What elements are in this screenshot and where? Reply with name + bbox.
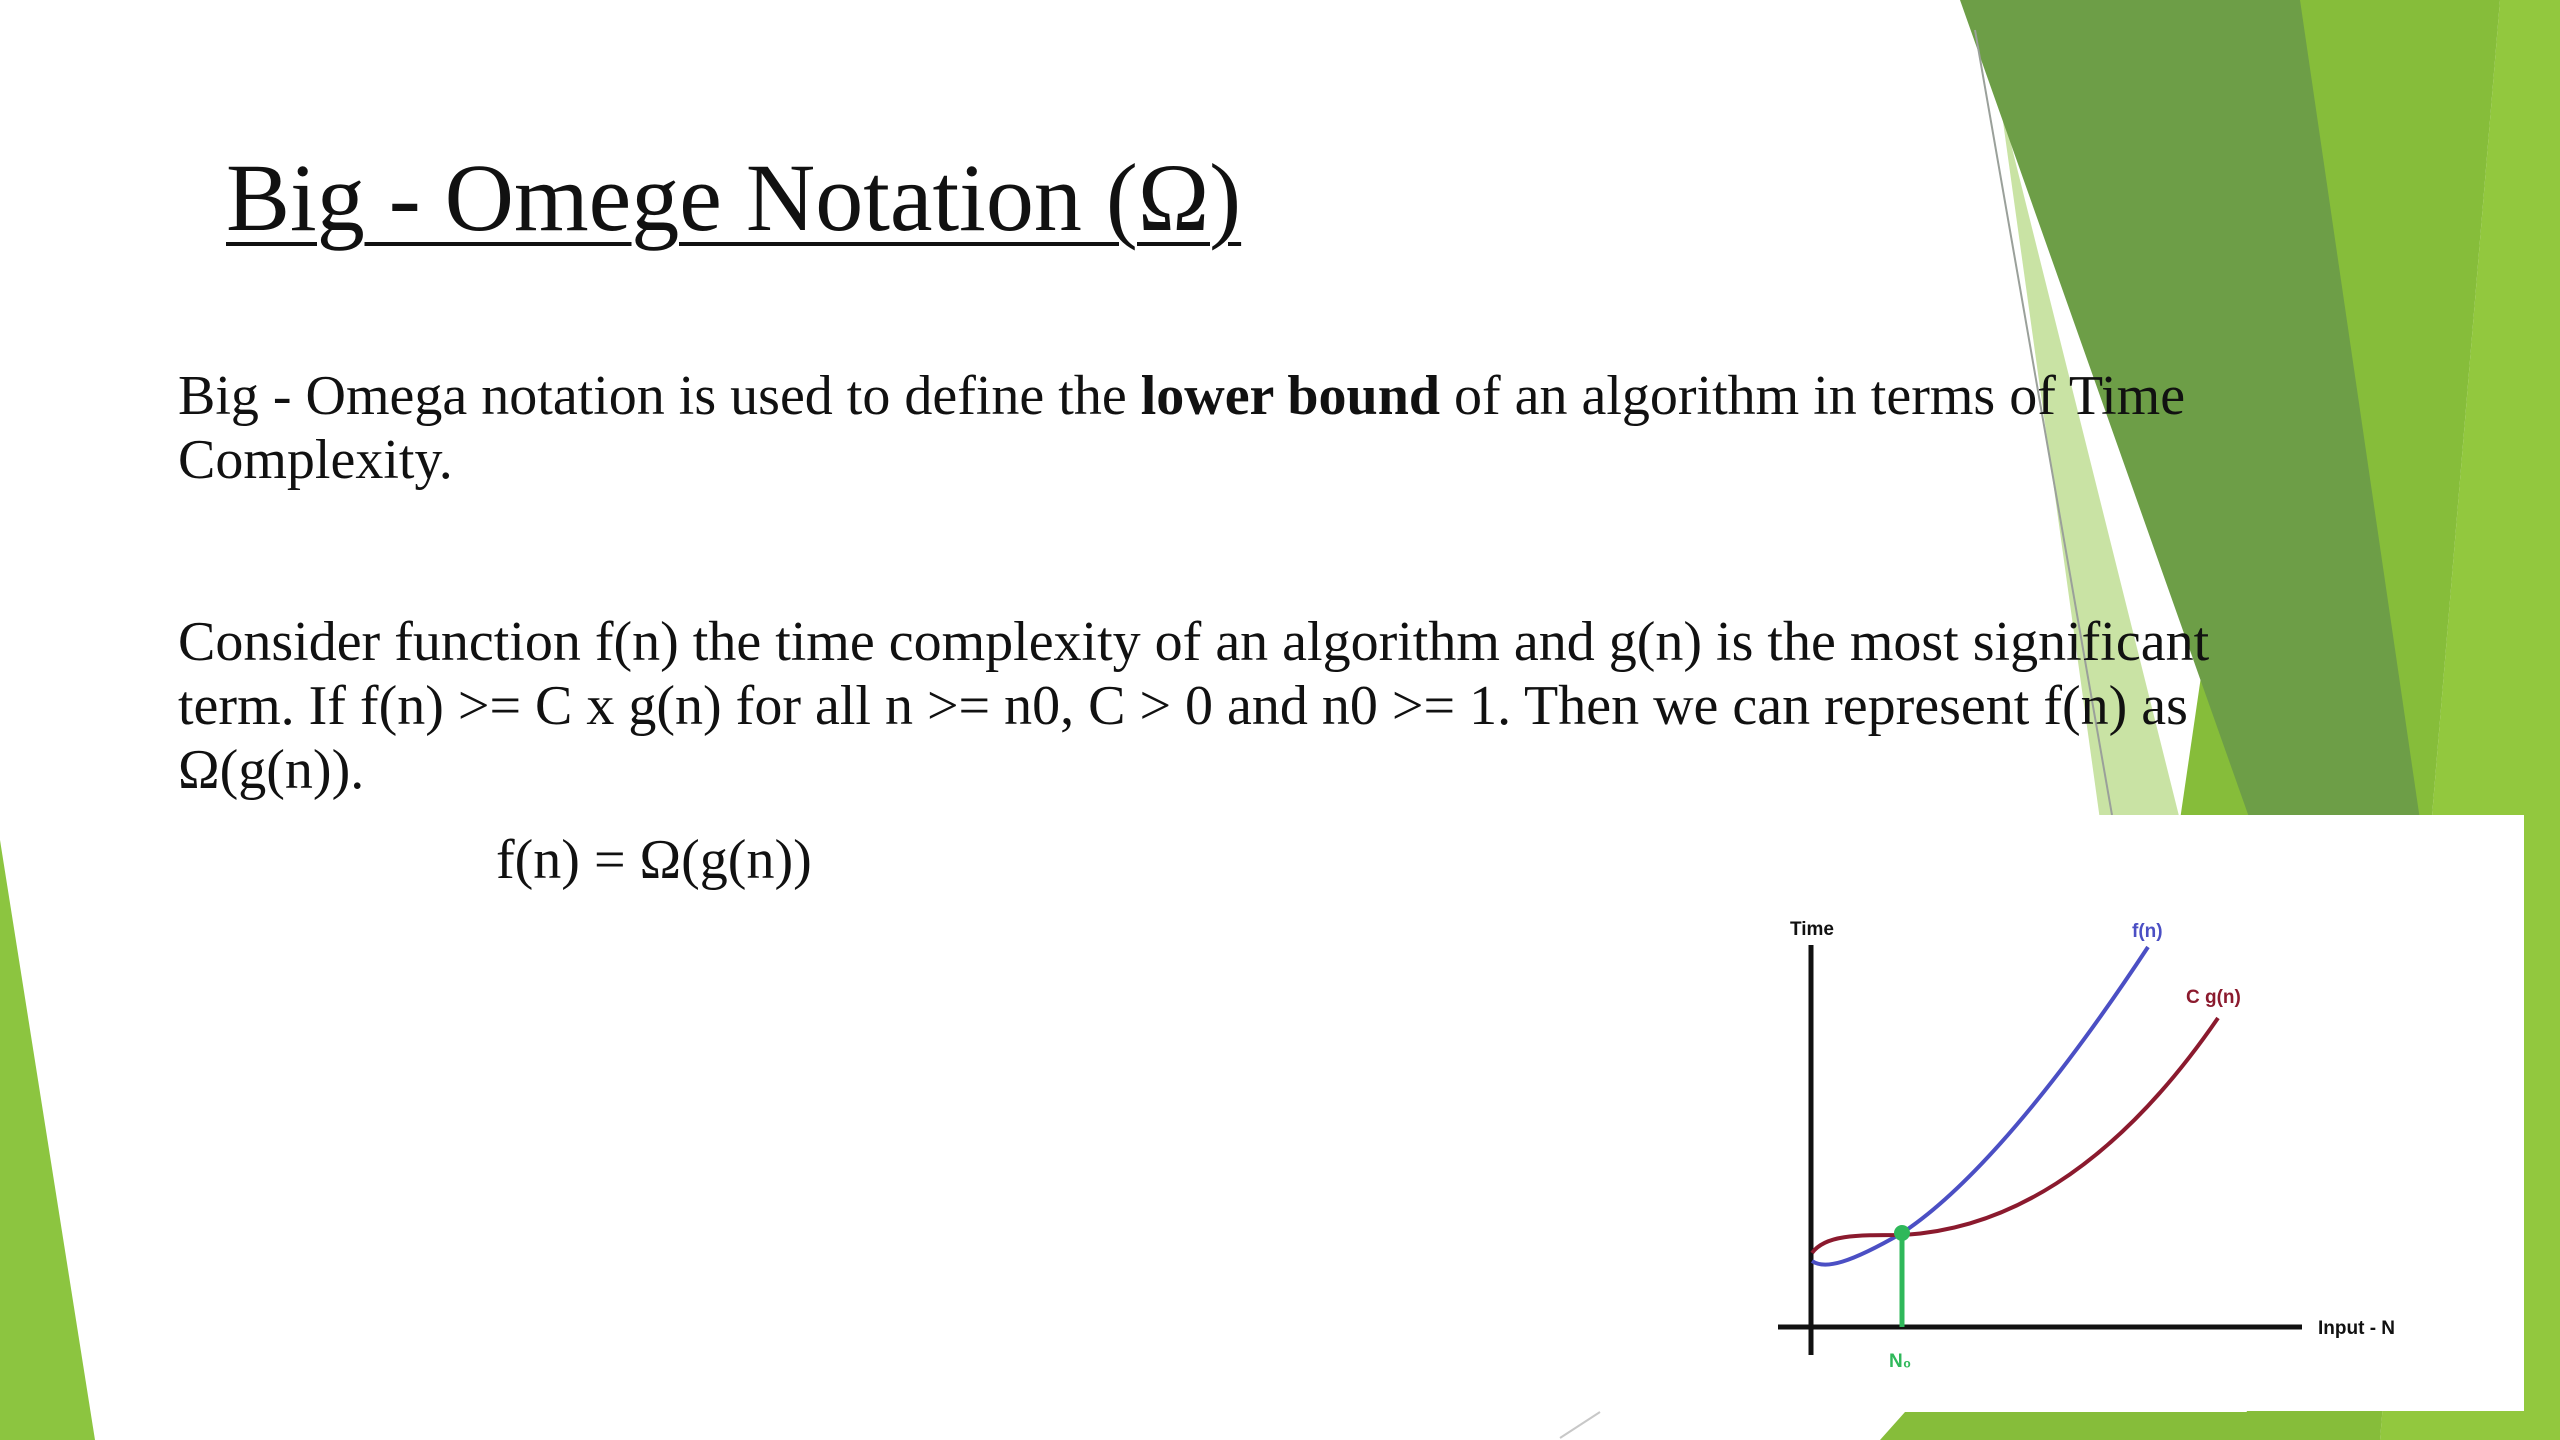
omega-formula: f(n) = Ω(g(n)) — [496, 829, 812, 891]
definition-text-end: of an algorithm in terms of Time Complexity. — [178, 365, 2186, 491]
definition-paragraph — [178, 364, 2338, 492]
green-accent-shape-bottom — [1880, 1412, 2380, 1440]
intersection-point — [1894, 1225, 1910, 1241]
definition-text-start: Big - Omega notation is used to define the — [178, 365, 1141, 427]
series-label-c-g-n: C g(n) — [2186, 987, 2241, 1008]
explanation-paragraph: Consider function f(n) the time complexity of an algorithm and g(n) is the most significant term. If f(n) >= C x g(n) for all n >= n0, C > 0 and n0 >= 1. Then we can represent f(n) as Ω(g(n)). — [178, 611, 2210, 801]
series-line-f-n — [1812, 947, 2148, 1265]
series-line-c-g-n — [1812, 1018, 2218, 1253]
green-accent-shape-left — [0, 840, 95, 1440]
big-omega-graph — [1740, 815, 2524, 1411]
y-axis-label: Time — [1790, 919, 1835, 940]
x-axis-label: Input - N — [2318, 1318, 2396, 1339]
threshold-label-n0: N₀ — [1889, 1351, 1912, 1372]
slide-title: Big - Omege Notation (Ω) — [226, 144, 1242, 251]
definition-bold-term: lower bound — [1140, 365, 1440, 427]
grey-accent-line-bottom — [1560, 1412, 1600, 1438]
series-label-f-n: f(n) — [2132, 921, 2163, 942]
